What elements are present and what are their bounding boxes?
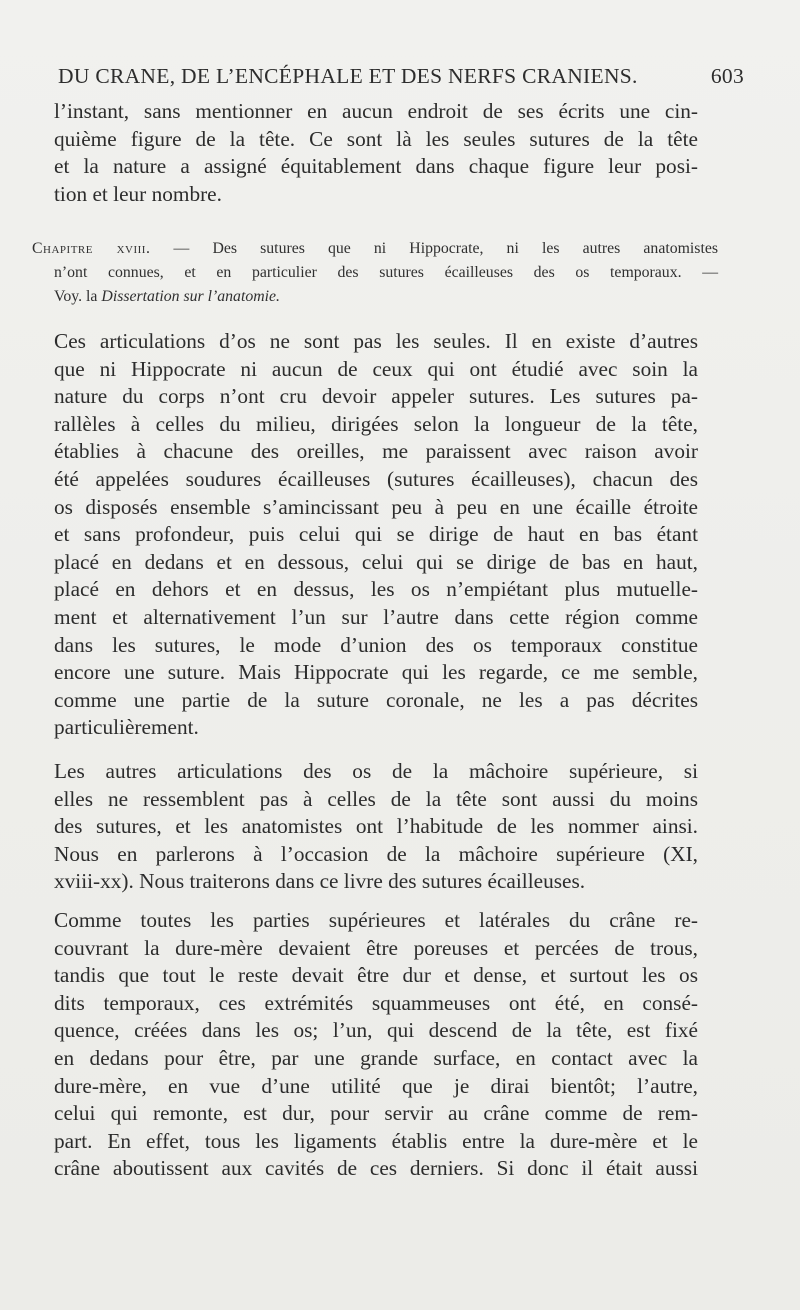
- text-line: en dedans pour être, par une grande surface, en contact avec la: [54, 1045, 698, 1070]
- text-line: Comme toutes les parties supérieures et latérales du crâne re-: [54, 908, 698, 932]
- text-line: que ni Hippocrate ni aucun de ceux qui ont étudié avec soin la: [54, 356, 698, 381]
- text-line: tandis que tout le reste devait être dur et dense, et surtout les os: [54, 963, 698, 988]
- text-line: part. En effet, tous les ligaments établis entre la dure-mère et le: [54, 1128, 698, 1153]
- text-line: établies à chacune des oreilles, me paraissent avec raison avoir: [54, 439, 698, 464]
- text-line: des sutures, et les anatomistes ont l’habitude de les nommer ainsi.: [54, 814, 698, 839]
- text-line: particulièrement.: [54, 715, 199, 740]
- text-line: l’instant, sans mentionner en aucun endroit de ses écrits une cin-: [54, 99, 698, 123]
- text-line: quième figure de la tête. Ce sont là les seules sutures de la tête: [54, 126, 698, 151]
- text-line: tion et leur nombre.: [54, 181, 222, 206]
- text-line: placé en dedans et en dessous, celui qui se dirige de bas en haut,: [54, 549, 698, 574]
- page-number: 603: [710, 64, 744, 88]
- paragraph-3: [54, 907, 698, 1183]
- chapter-ref-title: Dissertation sur l’anatomie.: [101, 288, 281, 305]
- text-line: crâne aboutissent aux cavités de ces derniers. Si donc il était aussi: [54, 1156, 698, 1181]
- paragraph-2: [54, 758, 698, 896]
- text-line: et la nature a assigné équitablement dans chaque figure leur posi-: [54, 154, 698, 179]
- text-line: été appelées soudures écailleuses (sutures écailleuses), chacun des: [54, 466, 698, 491]
- text-line: et sans profondeur, puis celui qui se dirige de haut en bas étant: [54, 522, 698, 547]
- text-line: celui qui remonte, est dur, pour servir au crâne comme de rem-: [54, 1101, 698, 1126]
- chapter-title-part: — Des sutures que ni Hippocrate, ni les autres anatomistes: [173, 240, 719, 257]
- text-line: elles ne ressemblent pas à celles de la tête sont aussi du moins: [54, 786, 698, 811]
- chapter-note: [32, 237, 718, 309]
- text-line: placé en dehors et en dessus, les os n’empiétant plus mutuelle-: [54, 577, 698, 602]
- running-header: [58, 64, 744, 94]
- text-line: os disposés ensemble s’amincissant peu à peu en une écaille étroite: [54, 494, 698, 519]
- text-line: Ces articulations d’os ne sont pas les seules. Il en existe d’autres: [54, 329, 698, 353]
- text-line: nature du corps n’ont cru devoir appeler sutures. Les sutures pa-: [54, 384, 698, 409]
- text-line: ment et alternativement l’un sur l’autre dans cette région comme: [54, 604, 698, 629]
- text-line: Nous en parlerons à l’occasion de la mâchoire supérieure (XI,: [54, 841, 698, 866]
- text-line: rallèles à celles du milieu, dirigées selon la longueur de la tête,: [54, 411, 698, 436]
- chapter-note-line: [32, 285, 718, 309]
- text-line: dans les sutures, le mode d’union des os temporaux constitue: [54, 632, 698, 657]
- text-line: Les autres articulations des os de la mâchoire supérieure, si: [54, 759, 698, 783]
- text-line: dure-mère, en vue d’une utilité que je dirai bientôt; l’autre,: [54, 1073, 698, 1098]
- chapter-label: Chapitre xviii.: [32, 240, 151, 257]
- chapter-ref-prefix: Voy. la: [54, 288, 98, 305]
- paragraph-1: [54, 328, 698, 742]
- chapter-note-line: n’ont connues, et en particulier des sutures écailleuses des os temporaux. —: [54, 264, 718, 281]
- text-line: quence, créées dans les os; l’un, qui descend de la tête, est fixé: [54, 1018, 698, 1043]
- text-line: dits temporaux, ces extrémités squammeuses ont été, en consé-: [54, 990, 698, 1015]
- chapter-note-line: [32, 237, 718, 261]
- text-line: xviii-xx). Nous traiterons dans ce livre des sutures écailleuses.: [54, 869, 586, 894]
- text-line: couvrant la dure-mère devaient être poreuses et percées de trous,: [54, 935, 698, 960]
- intro-paragraph: [54, 98, 698, 208]
- text-line: comme une partie de la suture coronale, ne les a pas décrites: [54, 687, 698, 712]
- text-line: encore une suture. Mais Hippocrate qui les regarde, ce me semble,: [54, 660, 698, 685]
- running-title: DU CRANE, DE L’ENCÉPHALE ET DES NERFS CRANIENS.: [58, 64, 638, 88]
